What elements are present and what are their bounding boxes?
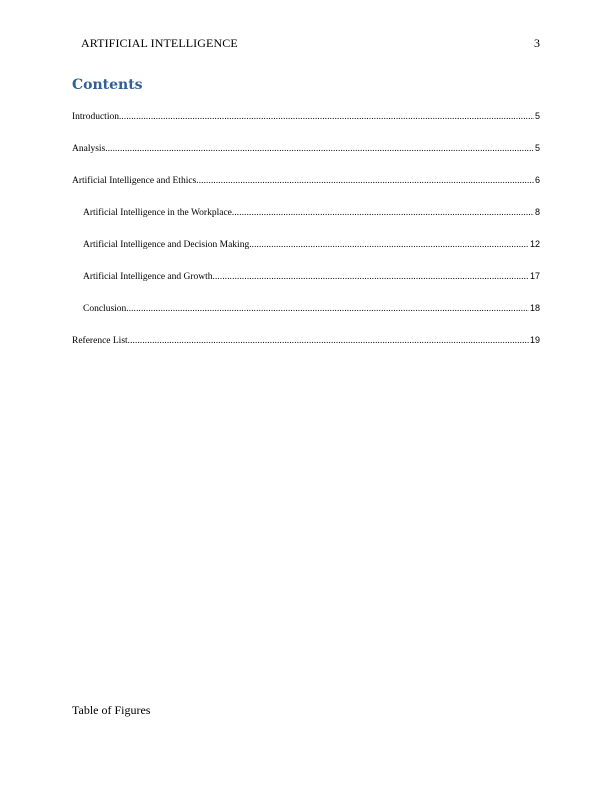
toc-entry-label: Conclusion — [83, 304, 127, 314]
toc-entry-reference-list[interactable] — [72, 334, 540, 366]
toc-entry-analysis[interactable] — [72, 142, 540, 174]
toc-dot-leader — [196, 174, 534, 186]
toc-dot-leader — [126, 302, 529, 314]
toc-entry-page: 18 — [529, 303, 540, 313]
toc-dot-leader — [119, 110, 534, 122]
toc-entry-ai-and-growth[interactable] — [72, 270, 540, 302]
toc-entry-label: Analysis — [72, 144, 106, 154]
running-head: ARTIFICIAL INTELLIGENCE — [81, 36, 238, 50]
toc-entry-page: 5 — [534, 143, 540, 153]
toc-entry-label: Artificial Intelligence and Ethics — [72, 176, 197, 186]
page-number: 3 — [534, 36, 540, 50]
toc-entry-introduction[interactable] — [72, 110, 540, 142]
toc-entry-ai-in-workplace[interactable] — [72, 206, 540, 238]
toc-entry-page: 19 — [529, 335, 540, 345]
toc-entry-page: 12 — [529, 239, 540, 249]
toc-entry-label: Artificial Intelligence and Decision Making — [83, 240, 250, 250]
toc-entry-page: 17 — [529, 271, 540, 281]
table-of-figures-title: Table of Figures — [72, 703, 151, 717]
toc-entry-ai-decision-making[interactable] — [72, 238, 540, 270]
toc-dot-leader — [232, 206, 534, 218]
toc-dot-leader — [128, 334, 529, 346]
toc-entry-page: 5 — [534, 111, 540, 121]
toc-entry-page: 8 — [534, 207, 540, 217]
toc-dot-leader — [249, 238, 529, 250]
toc-entry-conclusion[interactable] — [72, 302, 540, 334]
toc-heading: Contents — [72, 77, 143, 93]
toc-entry-label: Introduction — [72, 112, 119, 122]
toc-dot-leader — [105, 142, 534, 154]
toc-entry-label: Artificial Intelligence and Growth — [83, 272, 213, 282]
toc-entry-ai-and-ethics[interactable] — [72, 174, 540, 206]
toc-entry-label: Reference List — [72, 336, 128, 346]
toc-list — [72, 110, 540, 366]
toc-dot-leader — [213, 270, 529, 282]
toc-entry-label: Artificial Intelligence in the Workplace — [83, 208, 232, 218]
toc-entry-page: 6 — [534, 175, 540, 185]
